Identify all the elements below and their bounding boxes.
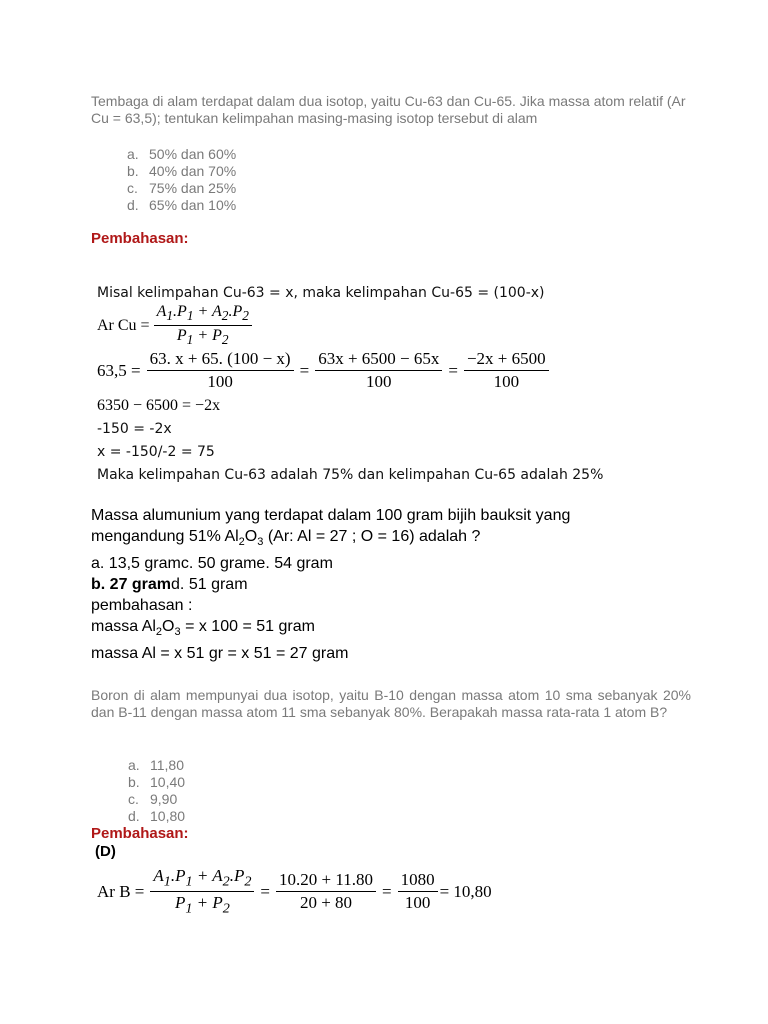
- option-item: d. 65% dan 10%: [127, 197, 237, 213]
- solution-1-line-3: 6350 − 6500 = −2x: [97, 397, 221, 414]
- option-item: b. 10,40: [128, 774, 186, 790]
- pembahasan-heading-1: Pembahasan:: [91, 230, 189, 247]
- question-2-line-6: massa $Al_2O_3 = x$ 100 = 51 gram: [91, 618, 315, 639]
- solution-1-line-4: -150 = -2x: [97, 421, 172, 437]
- option-item: c. 9,90: [128, 791, 178, 807]
- question-2-pembahasan-label: pembahasan :: [91, 597, 193, 615]
- question-2-line-7: massa Al = x 51 gr = x 51 = 27 gram: [91, 645, 349, 663]
- ar-cu-fraction: $\frac{A_1.P_1 + A_2.P_2}{P_1 + P_2}$: [154, 303, 252, 348]
- option-item: c. 75% dan 25%: [127, 180, 237, 196]
- ar-b-formula: Ar B = $\frac{A_1.P_1 + A_2.P_2}{P_1 + P_2}$ = $\frac{10.20 + 11.80}{20 + 80}$ = $\frac{1080}{100}$ = 10,80: [97, 866, 492, 917]
- question-2-options-2: b. 27 gramd. 51 gram: [91, 576, 248, 594]
- question-2-block: [91, 505, 570, 664]
- question-3-options: [128, 757, 185, 825]
- question-1-text: Tembaga di alam terdapat dalam dua isotop, yaitu Cu-63 dan Cu-65. Jika massa atom relatif (Ar Cu = 63,5); tentukan kelimpahan masing-masing isotop tersebut di alam: [91, 93, 686, 126]
- pembahasan-heading-3: Pembahasan:: [91, 825, 189, 842]
- ar-b-fraction-3: $\frac{1080}{100}$: [398, 870, 438, 913]
- option-item: b. 40% dan 70%: [127, 163, 237, 179]
- solution-1-equation-2: 63,5 = $\frac{63. x + 65. (100 - x)}{100}$ = $\frac{63x + 6500 - 65x}{100}$ = $\frac{-2x + 6500}{100}$: [97, 349, 549, 392]
- answer-bold: b. 27 gram: [91, 576, 172, 594]
- option-item: a. 11,80: [128, 757, 184, 773]
- ar-cu-lhs: Ar Cu =: [97, 316, 150, 334]
- solution-1-line-1: Misal kelimpahan Cu-63 = x, maka kelimpahan Cu-65 = (100-x): [97, 285, 545, 301]
- question-2-line-1: Massa alumunium yang terdapat dalam 100 gram bijih bauksit yang: [91, 507, 571, 524]
- solution-1-line-6: Maka kelimpahan Cu-63 adalah 75% dan kelimpahan Cu-65 adalah 25%: [97, 467, 604, 483]
- ar-b-fraction-1: $\frac{A_1.P_1 + A_2.P_2}{P_1 + P_2}$: [150, 866, 254, 918]
- ar-b-result: = 10,80: [439, 881, 492, 901]
- ar-cu-formula: [97, 303, 252, 348]
- question-2-line-2: mengandung 51% $Al_2O_3$ (Ar: Al = 27 ; O = 16) adalah ?: [91, 528, 481, 549]
- question-2-options-1: a. 13,5 gramc. 50 grame. 54 gram: [91, 555, 333, 573]
- question-3-text: Boron di alam mempunyai dua isotop, yaitu B-10 dengan massa atom 10 sma sebanyak 20% dan B-11 dengan massa atom 11 sma sebanyak 80%. Berapakah massa rata-rata 1 atom B?: [91, 687, 691, 720]
- option-item: a. 50% dan 60%: [127, 146, 237, 162]
- ar-b-fraction-2: $\frac{10.20 + 11.80}{20 + 80}$: [276, 870, 376, 913]
- solution-1-line-5: x = -150/-2 = 75: [97, 444, 215, 460]
- answer-letter: (D): [95, 843, 116, 860]
- question-1-options: [127, 146, 236, 214]
- option-item: d. 10,80: [128, 808, 186, 824]
